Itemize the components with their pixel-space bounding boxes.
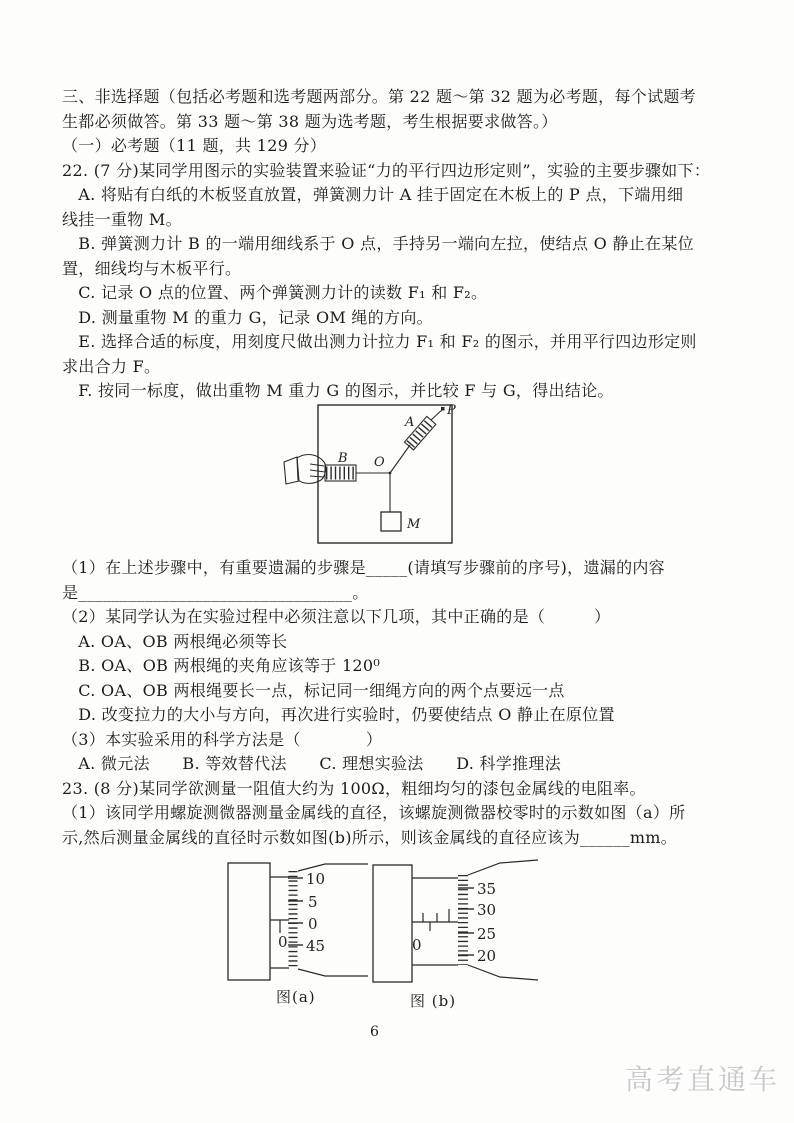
string-ap: [431, 409, 443, 420]
q22-sub2-stem: （2）某同学认为在实验过程中必须注意以下几项，其中正确的是（ ）: [62, 607, 611, 626]
thimble-mark-a-0: 0: [308, 915, 318, 933]
q22-sub3-stem: （3）本实验采用的科学方法是（ ）: [62, 729, 383, 749]
main-scale-zero-a: 0: [278, 933, 288, 951]
thimble-mark-a-5: 5: [308, 893, 318, 911]
label-p: P: [447, 403, 456, 418]
caption-figure-b: 图 (b): [410, 992, 457, 1010]
q22-step-c: C. 记录 O 点的位置、两个弹簧测力计的读数 F₁ 和 F₂。: [62, 283, 488, 302]
q22-step-b-2: 置，细线均与木板平行。: [62, 258, 242, 278]
q22-step-e-2: 求出合力 F。: [62, 356, 161, 376]
text-block-1: [62, 85, 756, 404]
label-m: M: [407, 517, 421, 532]
q22-step-f: F. 按同一标度，做出重物 M 重力 G 的图示，并比较 F 与 G，得出结论。: [62, 381, 614, 400]
thimble-mark-a-10: 10: [306, 870, 326, 888]
micrometer-figure-a: [222, 855, 370, 987]
thimble-mark-b-20: 20: [477, 947, 497, 965]
q23-sub1-line-1: （1）该同学用螺旋测微器测量金属线的直径，该螺旋测微器校零时的示数如图（a）所: [62, 803, 686, 822]
section-3-header-line-2: 生都必须做答。第 33 题～第 38 题为选考题，考生根据要求做答。）: [62, 111, 558, 131]
micrometer-figure-b: [368, 855, 540, 987]
q22-step-d: D. 测量重物 M 的重力 G，记录 OM 绳的方向。: [62, 307, 433, 327]
q22-step-e-1: E. 选择合适的标度，用刻度尺做出测力计拉力 F₁ 和 F₂ 的图示，并用平行四边形定则: [62, 332, 697, 351]
text-block-2: [62, 556, 756, 850]
q22-sub1-line-2: 是_________________________________。: [62, 582, 369, 602]
label-b: B: [338, 451, 348, 466]
label-a: A: [405, 415, 415, 430]
sleeve-b: [373, 865, 412, 982]
q22-step-a-2: 线挂一重物 M。: [62, 209, 182, 229]
q23-sub1-line-2: 示,然后测量金属线的直径时示数如图(b)所示，则该金属线的直径应该为______mm。: [62, 827, 678, 847]
sleeve-a: [228, 863, 270, 980]
string-oa: [390, 445, 410, 473]
apparatus-figure: [280, 402, 460, 547]
q22-sub1-line-1: （1）在上述步骤中，有重要遗漏的步骤是_____(请填写步骤前的序号)，遗漏的内容: [62, 558, 665, 577]
point-o-dot: [389, 472, 392, 475]
q22-step-a-1: A. 将贴有白纸的木板竖直放置，弹簧测力计 A 挂于固定在木板上的 P 点，下端用细: [62, 185, 684, 204]
label-o: O: [374, 455, 385, 470]
q23-stem: 23. (8 分)某同学欲测量一阻值大约为 100Ω，粗细均匀的漆包金属线的电阻率。: [62, 778, 646, 798]
main-scale-zero-b: 0: [412, 936, 422, 954]
compulsory-header: （一）必考题（11 题，共 129 分）: [62, 136, 327, 155]
thimble-mark-a-45: 45: [306, 937, 326, 955]
pin-p: [441, 407, 445, 411]
q22-sub2-option-a: A. OA、OB 两根绳必须等长: [62, 631, 288, 651]
board-outline: [318, 405, 452, 543]
page-number: 6: [370, 1024, 379, 1040]
thimble-mark-b-30: 30: [477, 901, 497, 919]
hand-icon: [284, 455, 326, 484]
section-3-header-line-1: 三、非选择题（包括必考题和选考题两部分。第 22 题～第 32 题为必考题，每个试题考: [62, 87, 696, 106]
q22-stem: 22. (7 分)某同学用图示的实验装置来验证“力的平行四边形定则”，实验的主要步骤如下：: [62, 160, 711, 180]
spring-scale-b: [325, 465, 356, 481]
q22-sub2-option-c: C. OA、OB 两根绳要长一点，标记同一细绳方向的两个点要远一点: [62, 680, 565, 700]
thimble-mark-b-35: 35: [477, 880, 497, 898]
thimble-bottom-b: [468, 965, 538, 980]
q22-step-b-1: B. 弹簧测力计 B 的一端用细线系于 O 点，手持另一端向左拉，使结点 O 静止在某位: [62, 234, 694, 253]
thimble-mark-b-25: 25: [477, 925, 497, 943]
thimble-bottom-a: [298, 969, 368, 976]
thimble-top-b: [468, 860, 538, 875]
q22-sub2-option-b: B. OA、OB 两根绳的夹角应该等于 120⁰: [62, 656, 381, 675]
q22-sub2-option-d: D. 改变拉力的大小与方向，再次进行实验时，仍要使结点 O 静止在原位置: [62, 705, 615, 724]
caption-figure-a: 图(a): [276, 988, 316, 1006]
q22-sub3-options: A. 微元法 B. 等效替代法 C. 理想实验法 D. 科学推理法: [62, 754, 562, 773]
watermark-logo: 高考直通车: [624, 1063, 780, 1096]
weight-m: [381, 512, 401, 531]
